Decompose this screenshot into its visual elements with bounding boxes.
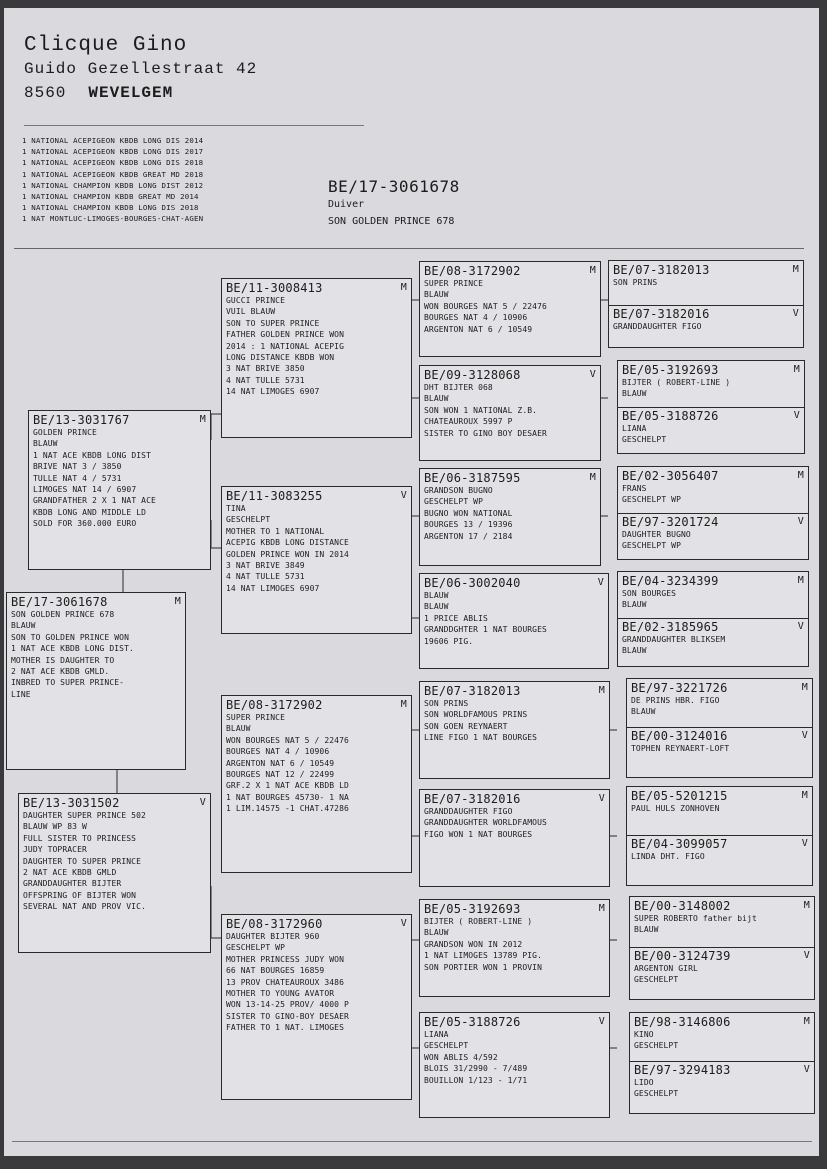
detail-line: LINDA DHT. FIGO (631, 852, 705, 861)
sex-marker: V (199, 797, 206, 808)
pigeon-ring-number: BE/17-3061678 (328, 177, 460, 196)
detail-line: 1 NAT ACE KBDB LONG DIST. (11, 644, 134, 654)
sex-marker: V (797, 621, 804, 632)
detail-line: MOTHER PRINCESS JUDY WON (226, 954, 344, 964)
detail-line: GESCHELPT (634, 1041, 679, 1051)
detail-line: BIJTER ( ROBERT-LINE ) (424, 917, 533, 926)
detail-line: 1 LIM.14575 -1 CHAT.47286 (226, 804, 349, 814)
detail-line: BLAUW WP 83 W (23, 822, 87, 832)
detail-line: 4 NAT TULLE 5731 (226, 375, 305, 385)
detail-line: BOURGES NAT 4 / 10906 (424, 313, 528, 323)
detail-line: SUPER ROBERTO father bijt (634, 914, 757, 923)
ring-number: BE/05-3188726 (424, 1015, 521, 1029)
title-line: 1 NATIONAL ACEPIGEON KBDB GREAT MD 2018 (22, 169, 204, 179)
detail-line: SON PRINS (424, 699, 469, 708)
ancestor-entry[interactable] (630, 1013, 814, 1061)
ring-number: BE/00-3148002 (634, 899, 731, 913)
sex-marker: V (803, 1064, 810, 1075)
sex-marker: M (589, 472, 596, 483)
detail-line: 1 PRICE ABLIS (424, 613, 488, 623)
sex-marker: V (793, 410, 800, 421)
entry-divider (618, 618, 808, 619)
detail-line: LINE (11, 689, 31, 699)
detail-line: 14 NAT LIMOGES 6907 (226, 387, 320, 397)
entry-divider (618, 513, 808, 514)
sex-marker: V (598, 1016, 605, 1027)
great-great-grandparent-pair (617, 466, 809, 560)
sex-marker: V (400, 918, 407, 929)
ring-number: BE/08-3172902 (424, 264, 521, 278)
ring-number: BE/17-3061678 (11, 595, 108, 609)
ring-number: BE/09-3128068 (424, 368, 521, 382)
great-great-grandparent-pair (617, 360, 805, 454)
detail-line: GESCHELPT (226, 515, 271, 525)
detail-line: TOPHEN REYNAERT-LOFT (631, 744, 730, 753)
grandparent-box[interactable] (221, 695, 412, 873)
ring-number: BE/02-3185965 (622, 620, 719, 634)
detail-line: BLAUW (622, 646, 647, 656)
detail-line: GRANDDAUGHTER BLIKSEM (622, 635, 726, 644)
great-great-grandparent-pair (626, 786, 813, 886)
detail-line: SOLD FOR 360.000 EURO (33, 519, 137, 529)
detail-line: ACEPIG KBDB LONG DISTANCE (226, 538, 349, 548)
ancestor-entry[interactable] (609, 305, 803, 334)
sex-marker: V (801, 730, 808, 741)
detail-line: 2 NAT ACE KBDB GMLD (23, 868, 117, 878)
ancestor-entry[interactable] (627, 835, 812, 864)
sex-marker: V (792, 308, 799, 319)
owner-street: Guido Gezellestraat 42 (24, 60, 258, 78)
ring-number: BE/07-3182013 (424, 684, 521, 698)
detail-line: WON 13-14-25 PROV/ 4000 P (226, 1000, 349, 1010)
detail-line: SON GOLDEN PRINCE 678 (11, 610, 115, 619)
detail-line: BLAUW (11, 621, 36, 631)
sex-marker: V (589, 369, 596, 380)
great-grandparent-box[interactable] (419, 468, 601, 566)
title-line: 1 NATIONAL CHAMPION KBDB LONG DIST 2012 (22, 180, 204, 190)
sex-marker: M (801, 790, 808, 801)
ancestor-entry[interactable] (627, 679, 812, 727)
detail-line: SUPER PRINCE (424, 279, 483, 288)
detail-line: TULLE NAT 4 / 5731 (33, 473, 122, 483)
detail-line: FRANS (622, 484, 647, 493)
pigeon-sex: Duiver (328, 199, 365, 210)
pigeon-description: SON GOLDEN PRINCE 678 (328, 216, 455, 227)
detail-line: 2 NAT ACE KBDB GMLD. (11, 667, 110, 677)
sex-marker: M (797, 575, 804, 586)
great-grandparent-box[interactable] (419, 899, 610, 997)
detail-line: FIGO WON 1 NAT BOURGES (424, 829, 533, 839)
detail-line: 66 NAT BOURGES 16859 (226, 966, 325, 976)
sex-marker: V (598, 793, 605, 804)
detail-line: LINE FIGO 1 NAT BOURGES (424, 733, 538, 743)
detail-line: CHATEAUROUX 5997 P (424, 417, 513, 427)
detail-line: SON PRINS (613, 278, 658, 287)
great-grandparent-box[interactable] (419, 261, 601, 357)
ring-number: BE/07-3182013 (613, 263, 710, 277)
detail-line: DAUGHTER BIJTER 960 (226, 932, 320, 941)
detail-line: DAUGHTER TO SUPER PRINCE (23, 856, 141, 866)
title-line: 1 NATIONAL ACEPIGEON KBDB LONG DIS 2017 (22, 147, 204, 157)
detail-line: BLAUW (631, 707, 656, 717)
detail-line: GESCHELPT WP (226, 943, 285, 953)
detail-line: GUCCI PRINCE (226, 296, 285, 305)
detail-line: TINA (226, 504, 246, 513)
ancestor-entry[interactable] (618, 467, 808, 513)
detail-line: LIMOGES NAT 14 / 6907 (33, 485, 137, 495)
detail-line: GESCHELPT (424, 1041, 469, 1051)
detail-line: GRANDDAUGHTER FIGO (424, 807, 513, 816)
ring-number: BE/98-3146806 (634, 1015, 731, 1029)
sex-marker: V (803, 950, 810, 961)
title-line: 1 NATIONAL CHAMPION KBDB LONG DIS 2018 (22, 203, 199, 213)
detail-line: BLAUW (424, 394, 449, 404)
detail-line: GESCHELPT WP (424, 497, 483, 507)
detail-line: GOLDEN PRINCE (33, 428, 97, 437)
ring-number: BE/06-3002040 (424, 576, 521, 590)
detail-line: MOTHER IS DAUGHTER TO (11, 655, 115, 665)
detail-line: FULL SISTER TO PRINCESS (23, 833, 137, 843)
grandparent-box[interactable] (221, 278, 412, 438)
detail-line: DAUGHTER BUGNO (622, 530, 691, 539)
ring-number: BE/08-3172902 (226, 698, 323, 712)
detail-line: BLAUW (226, 724, 251, 734)
ring-number: BE/02-3056407 (622, 469, 719, 483)
title-line: 1 NATIONAL CHAMPION KBDB GREAT MD 2014 (22, 192, 199, 202)
great-great-grandparent-pair (608, 260, 804, 348)
detail-line: MOTHER TO YOUNG AVATOR (226, 989, 335, 999)
ring-number: BE/00-3124739 (634, 949, 731, 963)
dam-box[interactable] (18, 793, 211, 953)
detail-line: GRANDDAUGHTER BIJTER (23, 879, 122, 889)
ancestor-entry[interactable] (618, 361, 804, 407)
ancestor-entry[interactable] (618, 572, 808, 618)
detail-line: SISTER TO GINO BOY DESAER (424, 428, 547, 438)
detail-line: 3 NAT BRIVE 3849 (226, 561, 305, 571)
detail-line: SON WORLDFAMOUS PRINS (424, 710, 528, 720)
detail-line: GESCHELPT (634, 1089, 679, 1099)
detail-line: GESCHELPT (622, 435, 667, 445)
owner-city-name: WEVELGEM (88, 84, 174, 102)
ring-number: BE/97-3294183 (634, 1063, 731, 1077)
ring-number: BE/05-3192693 (424, 902, 521, 916)
sex-marker: V (597, 577, 604, 588)
detail-line: SON TO GOLDEN PRINCE WON (11, 632, 129, 642)
detail-line: ARGENTON NAT 6 / 10549 (226, 758, 335, 768)
grandparent-box[interactable] (221, 914, 412, 1100)
sex-marker: M (792, 264, 799, 275)
detail-line: SON BOURGES (622, 589, 677, 598)
sex-marker: M (598, 685, 605, 696)
ring-number: BE/05-3192693 (622, 363, 719, 377)
detail-line: SEVERAL NAT AND PROV VIC. (23, 902, 146, 912)
grandparent-box[interactable] (221, 486, 412, 634)
detail-line: OFFSPRING OF BIJTER WON (23, 890, 137, 900)
detail-line: SON WON 1 NATIONAL Z.B. (424, 405, 538, 415)
sex-marker: V (400, 490, 407, 501)
ring-number: BE/97-3201724 (622, 515, 719, 529)
detail-line: 4 NAT TULLE 5731 (226, 572, 305, 582)
detail-line: ARGENTON 17 / 2184 (424, 531, 513, 541)
entry-divider (627, 727, 812, 728)
sex-marker: V (801, 838, 808, 849)
detail-line: WON ABLIS 4/592 (424, 1052, 498, 1062)
detail-line: 14 NAT LIMOGES 6907 (226, 583, 320, 593)
detail-line: DE PRINS HBR. FIGO (631, 696, 720, 705)
ring-number: BE/05-3188726 (622, 409, 719, 423)
detail-line: BLAUW (622, 389, 647, 399)
detail-line: SUPER PRINCE (226, 713, 285, 722)
ring-number: BE/11-3008413 (226, 281, 323, 295)
title-line: 1 NATIONAL ACEPIGEON KBDB LONG DIS 2014 (22, 136, 204, 145)
detail-line: BOURGES 13 / 19396 (424, 520, 513, 530)
ancestor-entry[interactable] (627, 787, 812, 835)
ancestor-entry[interactable] (618, 407, 804, 448)
ring-number: BE/07-3182016 (424, 792, 521, 806)
detail-line: SON GOEN REYNAERT (424, 721, 508, 731)
detail-line: SISTER TO GINO-BOY DESAER (226, 1011, 349, 1021)
entry-divider (627, 835, 812, 836)
detail-line: LIDO (634, 1078, 654, 1087)
ancestor-entry[interactable] (630, 897, 814, 947)
detail-line: SON TO SUPER PRINCE (226, 318, 320, 328)
detail-line: FATHER GOLDEN PRINCE WON (226, 330, 344, 340)
detail-line: BLAUW (424, 928, 449, 938)
ring-number: BE/00-3124016 (631, 729, 728, 743)
sex-marker: M (400, 699, 407, 710)
detail-line: BLAUW (33, 439, 58, 449)
detail-line: 3 NAT BRIVE 3850 (226, 364, 305, 374)
ancestor-entry[interactable] (627, 727, 812, 756)
ring-number: BE/13-3031767 (33, 413, 130, 427)
ring-number: BE/05-5201215 (631, 789, 728, 803)
owner-name: Clicque Gino (24, 34, 188, 57)
detail-line: LONG DISTANCE KBDB WON (226, 353, 335, 363)
detail-line: GRANDDAUGHTER WORLDFAMOUS (424, 818, 547, 828)
detail-line: WON BOURGES NAT 5 / 22476 (226, 735, 349, 745)
detail-line: 2014 : 1 NATIONAL ACEPIG (226, 341, 344, 351)
detail-line: JUDY TOPRACER (23, 845, 87, 855)
owner-postcode: 8560 (24, 84, 67, 102)
subject-pedigree-box[interactable] (6, 592, 186, 770)
entry-divider (609, 305, 803, 306)
sex-marker: M (793, 364, 800, 375)
great-grandparent-box[interactable] (419, 789, 610, 887)
detail-line: DHT BIJTER 068 (424, 383, 493, 392)
detail-line: BIJTER ( ROBERT-LINE ) (622, 378, 731, 387)
detail-line: LIANA (622, 424, 647, 433)
detail-line: GOLDEN PRINCE WON IN 2014 (226, 549, 349, 559)
detail-line: BOURGES NAT 12 / 22499 (226, 770, 335, 780)
detail-line: ARGENTON NAT 6 / 10549 (424, 324, 533, 334)
detail-line: LIANA (424, 1030, 449, 1039)
sex-marker: M (598, 903, 605, 914)
ancestor-entry[interactable] (630, 1061, 814, 1102)
detail-line: GRANDDGHTER 1 NAT BOURGES (424, 625, 547, 635)
great-great-grandparent-pair (626, 678, 813, 778)
detail-line: GESCHELPT (634, 975, 679, 985)
detail-line: BLAUW (634, 925, 659, 935)
sex-marker: M (797, 470, 804, 481)
great-grandparent-box[interactable] (419, 681, 610, 779)
sire-box[interactable] (28, 410, 211, 570)
detail-line: 1 NAT LIMOGES 13789 PIG. (424, 951, 542, 961)
detail-line: GESCHELPT WP (622, 495, 681, 505)
detail-line: KINO (634, 1030, 654, 1039)
detail-line: BOURGES NAT 4 / 10906 (226, 747, 330, 757)
ring-number: BE/08-3172960 (226, 917, 323, 931)
ring-number: BE/04-3099057 (631, 837, 728, 851)
ancestor-entry[interactable] (618, 513, 808, 554)
sex-marker: M (803, 900, 810, 911)
detail-line: DAUGHTER SUPER PRINCE 502 (23, 811, 146, 820)
detail-line: BLOIS 31/2990 - 7/489 (424, 1064, 528, 1074)
detail-line: BLAUW (424, 290, 449, 300)
great-great-grandparent-pair (629, 896, 815, 1000)
sex-marker: M (199, 414, 206, 425)
detail-line: WON BOURGES NAT 5 / 22476 (424, 301, 547, 311)
title-line: 1 NATIONAL ACEPIGEON KBDB LONG DIS 2018 (22, 158, 204, 168)
great-great-grandparent-pair (629, 1012, 815, 1114)
detail-line: VUIL BLAUW (226, 307, 276, 317)
ring-number: BE/11-3083255 (226, 489, 323, 503)
ring-number: BE/07-3182016 (613, 307, 710, 321)
detail-line: 1 NAT BOURGES 45730- 1 NA (226, 792, 349, 802)
great-grandparent-box[interactable] (419, 365, 601, 461)
great-grandparent-box[interactable] (419, 1012, 610, 1118)
detail-line: ARGENTON GIRL (634, 964, 698, 973)
detail-line: PAUL HULS ZONHOVEN (631, 804, 720, 813)
entry-divider (630, 1061, 814, 1062)
ring-number: BE/04-3234399 (622, 574, 719, 588)
ring-number: BE/06-3187595 (424, 471, 521, 485)
title-line: 1 NAT MONTLUC-LIMOGES-BOURGES-CHAT-AGEN (22, 214, 204, 224)
great-great-grandparent-pair (617, 571, 809, 667)
sex-marker: M (400, 282, 407, 293)
sex-marker: M (174, 596, 181, 607)
footer-divider (12, 1141, 812, 1142)
detail-line: INBRED TO SUPER PRINCE- (11, 678, 125, 688)
detail-line: SON PORTIER WON 1 PROVIN (424, 962, 542, 972)
entry-divider (630, 947, 814, 948)
detail-line: 19606 PIG. (424, 636, 474, 646)
ring-number: BE/13-3031502 (23, 796, 120, 810)
sex-marker: M (589, 265, 596, 276)
detail-line: FATHER TO 1 NAT. LIMOGES (226, 1023, 344, 1033)
ancestor-entry[interactable] (630, 947, 814, 988)
detail-line: GRANDSON WON IN 2012 (424, 939, 523, 949)
detail-line: BRIVE NAT 3 / 3850 (33, 462, 122, 472)
detail-line: 1 NAT ACE KBDB LONG DIST (33, 450, 151, 460)
detail-line: 13 PROV CHATEAUROUX 3486 (226, 977, 344, 987)
detail-line: BUGNO WON NATIONAL (424, 508, 513, 518)
pedigree-sheet (4, 8, 819, 1156)
ancestor-entry[interactable] (609, 261, 803, 305)
great-grandparent-box[interactable] (419, 573, 609, 669)
detail-line: GRANDFATHER 2 X 1 NAT ACE (33, 496, 156, 506)
entry-divider (618, 407, 804, 408)
detail-line: GRANDSON BUGNO (424, 486, 493, 495)
detail-line: BLAUW (424, 602, 449, 612)
detail-line: MOTHER TO 1 NATIONAL (226, 526, 325, 536)
detail-line: GRF.2 X 1 NAT ACE KBDB LD (226, 781, 349, 791)
ring-number: BE/97-3221726 (631, 681, 728, 695)
sex-marker: M (801, 682, 808, 693)
detail-line: BLAUW (622, 600, 647, 610)
detail-line: BOUILLON 1/123 - 1/71 (424, 1075, 528, 1085)
detail-line: GESCHELPT WP (622, 541, 681, 551)
detail-line: GRANDDAUGHTER FIGO (613, 322, 702, 331)
sex-marker: V (797, 516, 804, 527)
sex-marker: M (803, 1016, 810, 1027)
detail-line: KBDB LONG AND MIDDLE LD (33, 507, 147, 517)
detail-line: BLAUW (424, 591, 449, 600)
ancestor-entry[interactable] (618, 618, 808, 659)
